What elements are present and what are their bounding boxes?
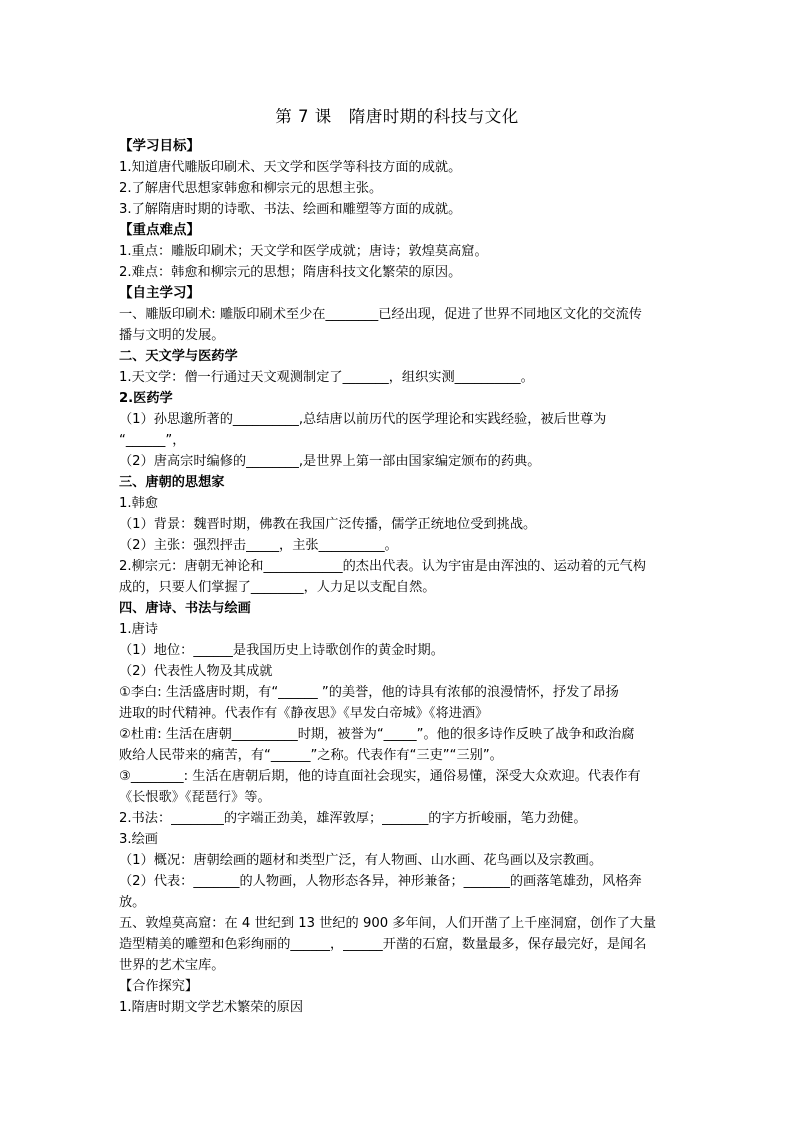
text-line: （2）唐高宗时编修的________,是世界上第一部由国家编定颁布的药典。: [119, 454, 541, 469]
text-line: ②杜甫: 生活在唐朝__________时期，被誉为“_____”。他的很多诗作反映了战争和政治腐: [119, 727, 635, 742]
text-line: （1）概况：唐朝绘画的题材和类型广泛，有人物画、山水画、花鸟画以及宗教画。: [119, 853, 603, 868]
text-line: 【自主学习】: [119, 285, 200, 301]
text-line: 播与文明的发展。: [119, 328, 225, 343]
text-line: 【重点难点】: [119, 222, 200, 238]
lesson-title: 第 7 课 隋唐时期的科技与文化: [275, 107, 519, 126]
text-line: 1.唐诗: [119, 622, 158, 637]
text-line: 放。: [119, 895, 146, 910]
document-body: [119, 136, 679, 1018]
text-line: 2.了解唐代思想家韩愈和柳宗元的思想主张。: [119, 181, 383, 196]
text-line: 2.书法：________的字端正劲美，雄浑敦厚；_______的字方折峻丽，笔力劲健。: [119, 811, 587, 826]
text-line: 《长恨歌》《琵琶行》等。: [119, 790, 271, 805]
text-line: 1.重点：雕版印刷术；天文学和医学成就；唐诗；敦煌莫高窟。: [119, 244, 488, 259]
text-line: 四、唐诗、书法与绘画: [119, 601, 251, 616]
text-line: 1.知道唐代雕版印刷术、天文学和医学等科技方面的成就。: [119, 160, 462, 175]
text-line: （2）代表性人物及其成就: [119, 664, 273, 679]
text-line: ③________: 生活在唐朝后期，他的诗直面社会现实，通俗易懂，深受大众欢迎。代表作有: [119, 769, 641, 784]
text-line: 造型精美的雕塑和色彩绚丽的______，______开凿的石窟，数量最多，保存最完好，是闻名: [119, 937, 647, 952]
text-line: 进取的时代精神。代表作有《静夜思》《早发白帝城》《将进酒》: [119, 706, 489, 721]
text-line: ①李白: 生活盛唐时期，有“______ ”的美誉，他的诗具有浓郁的浪漫情怀，抒发了昂扬: [119, 685, 619, 700]
text-line: 3.了解隋唐时期的诗歌、书法、绘画和雕塑等方面的成就。: [119, 202, 462, 217]
text-line: 2.难点：韩愈和柳宗元的思想；隋唐科技文化繁荣的原因。: [119, 265, 462, 280]
text-line: （1）地位：______是我国历史上诗歌创作的黄金时期。: [119, 643, 444, 658]
text-line: 二、天文学与医药学: [119, 349, 238, 364]
text-line: 2.医药学: [119, 391, 173, 406]
text-line: （2）代表：_______的人物画，人物形态各异，神形兼备；_______的画落笔雄劲，风格奔: [119, 874, 642, 889]
text-line: 五、敦煌莫高窟：在 4 世纪到 13 世纪的 900 多年间，人们开凿了上千座洞窟，创作了大量: [119, 916, 657, 931]
text-line: （1）背景：魏晋时期，佛教在我国广泛传播，儒学正统地位受到挑战。: [119, 517, 537, 532]
text-line: 【合作探究】: [119, 979, 199, 994]
text-line: 一、雕版印刷术: 雕版印刷术至少在________已经出现，促进了世界不同地区文化的交流传: [119, 307, 642, 322]
text-line: 3.绘画: [119, 832, 158, 847]
text-line: 败给人民带来的痛苦，有“______”之称。代表作有“三吏”“三别”。: [119, 748, 503, 763]
text-line: 世界的艺术宝库。: [119, 958, 225, 973]
text-line: 三、唐朝的思想家: [119, 475, 225, 490]
text-line: 1.韩愈: [119, 496, 158, 511]
text-line: （1）孙思邈所著的__________,总结唐以前历代的医学理论和实践经验，被后世尊为: [119, 412, 607, 427]
text-line: 【学习目标】: [119, 138, 200, 154]
text-line: 成的，只要人们掌握了________，人力足以支配自然。: [119, 580, 436, 595]
text-line: 1.天文学：僧一行通过天文观测制定了_______，组织实测__________。: [119, 370, 534, 385]
text-line: 2.柳宗元：唐朝无神论和____________的杰出代表。认为宇宙是由浑浊的、运动着的元气构: [119, 559, 646, 574]
text-line: “______”，: [119, 433, 186, 448]
text-line: （2）主张：强烈抨击_____，主张__________。: [119, 538, 398, 553]
text-line: 1.隋唐时期文学艺术繁荣的原因: [119, 1000, 304, 1015]
